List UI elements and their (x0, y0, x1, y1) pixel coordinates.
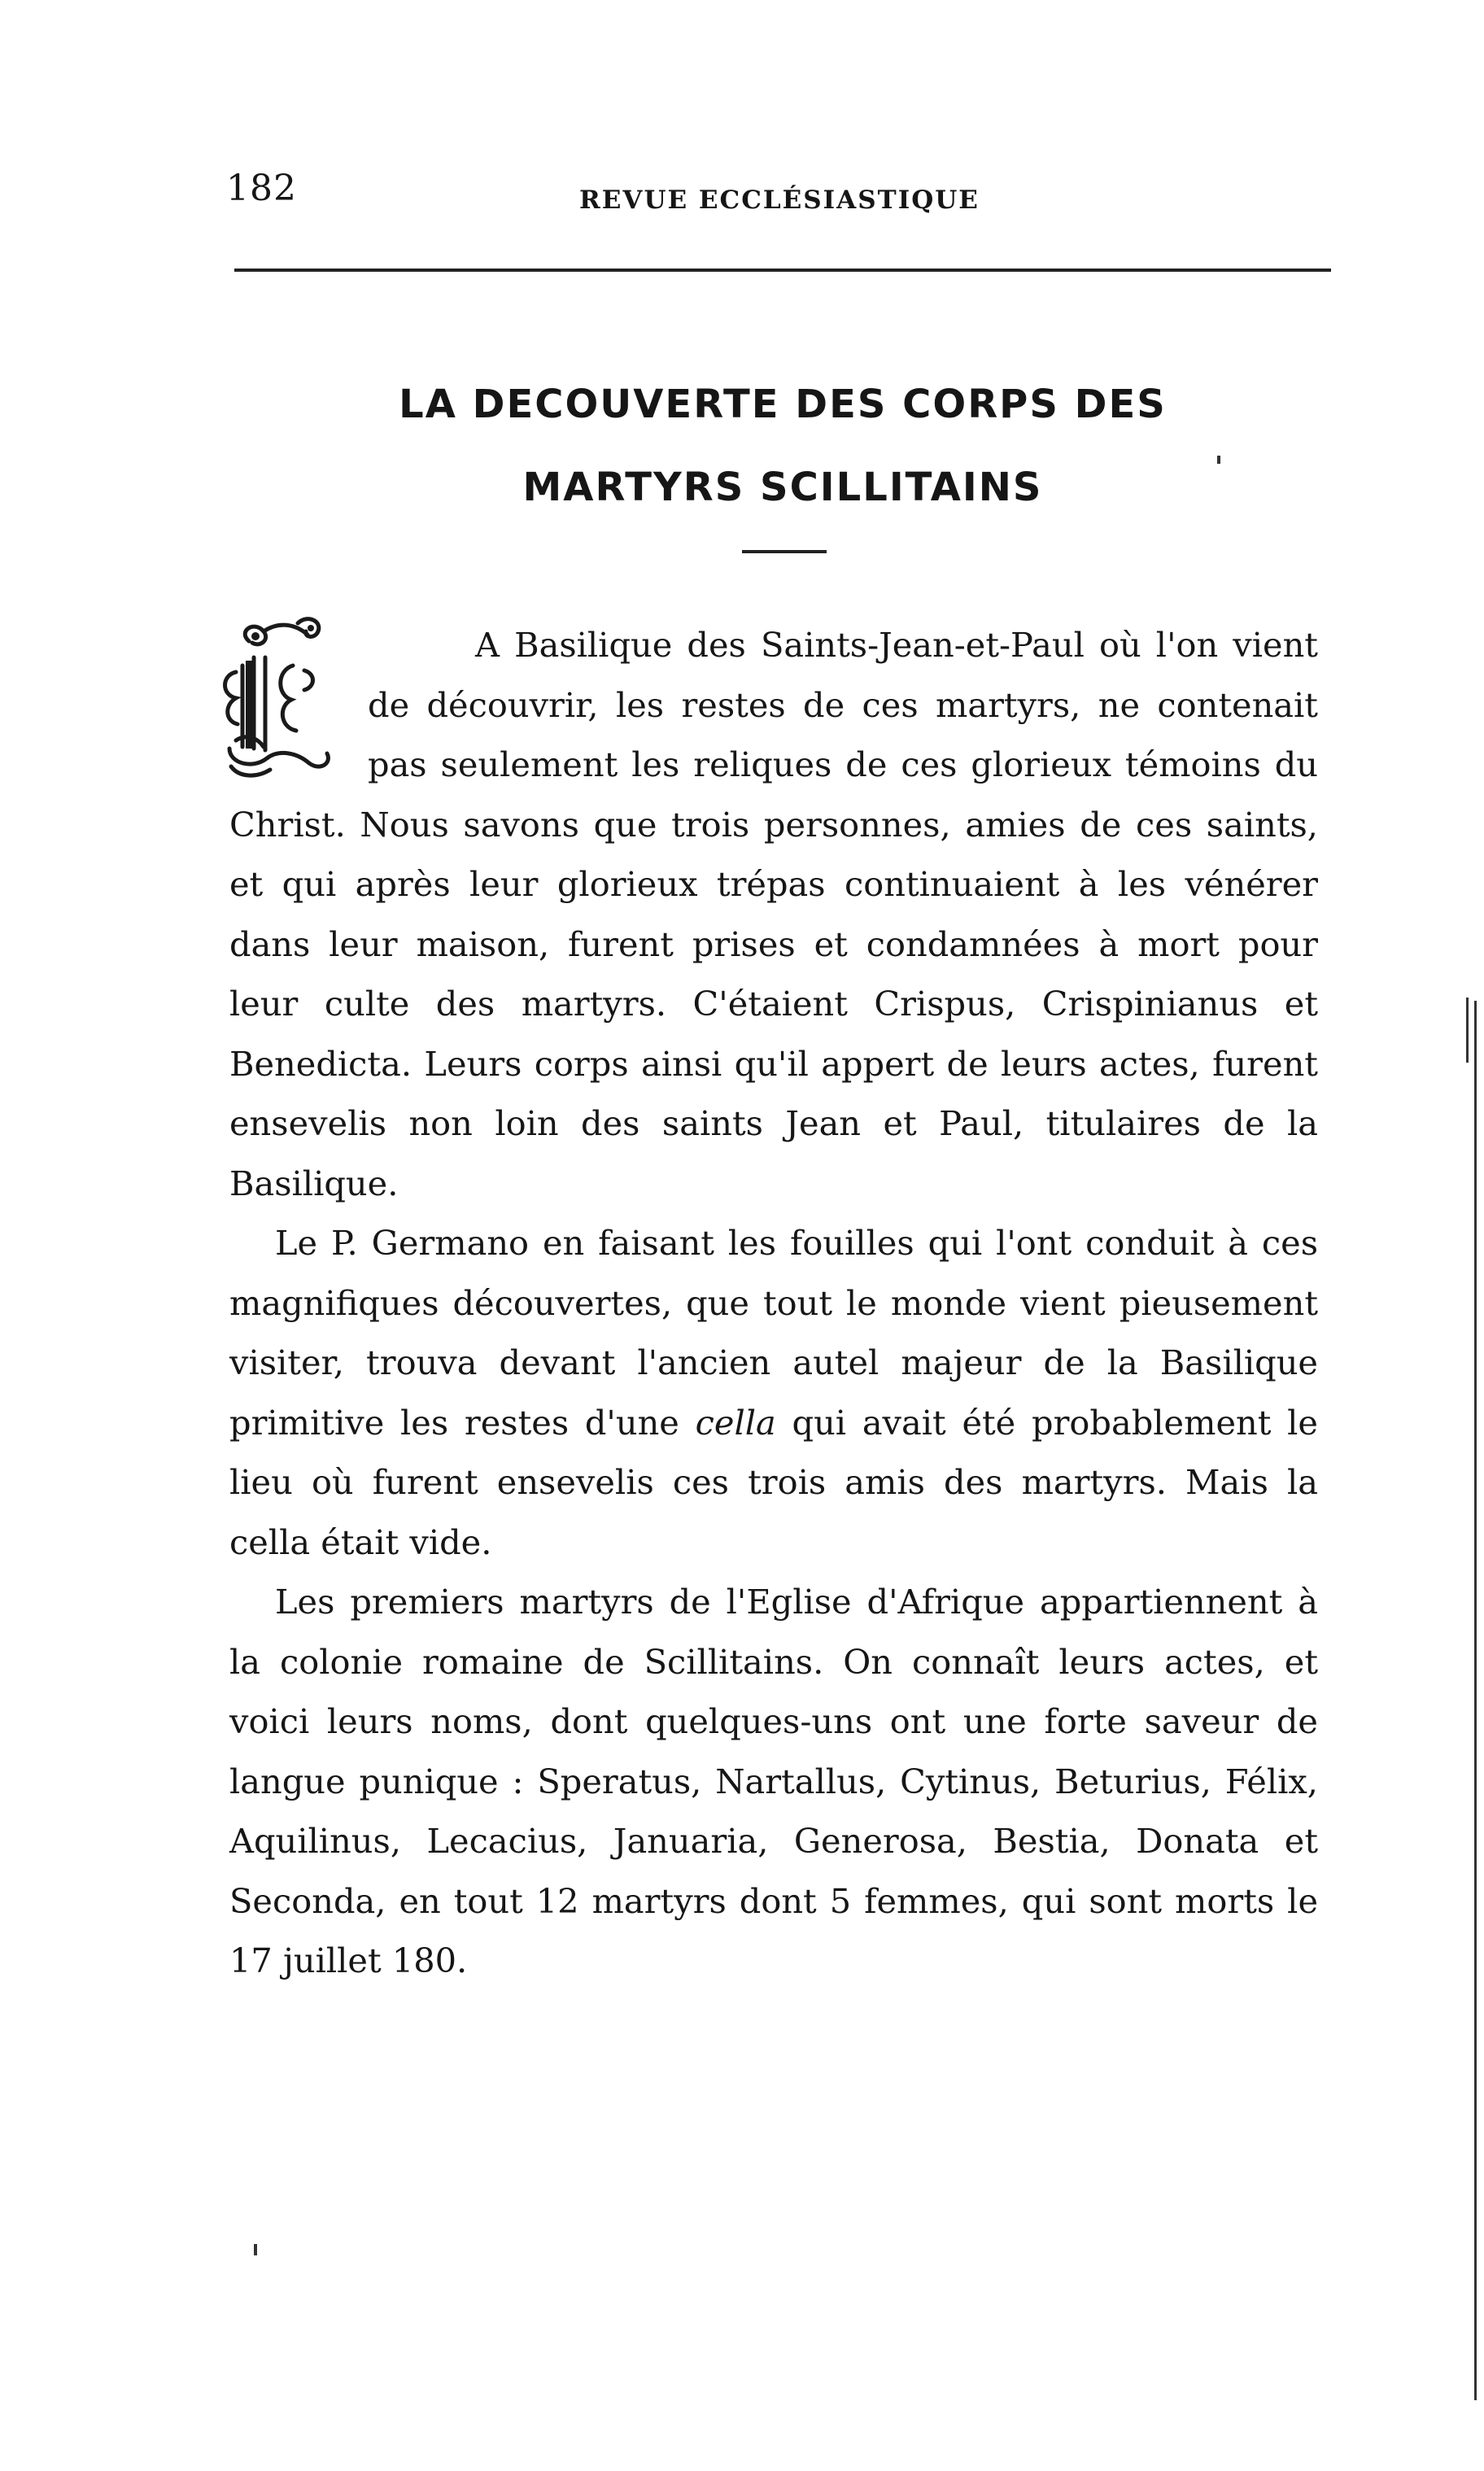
article-body (229, 615, 1318, 1991)
paragraph-2-text-before: Le P. Germano en faisant les fouilles qui l'ont conduit à ces magnifiques découvertes, que tout le monde vient pieusement visiter, trouva devant l'ancien autel majeur de la Basilique primitive les restes d'une (229, 1223, 1318, 1443)
scan-edge-line (1474, 1001, 1477, 2400)
title-rule (742, 550, 827, 553)
header-rule (234, 268, 1331, 272)
paragraph-2-text-after: qui avait été probablement le lieu où furent ensevelis ces trois amis des martyrs. Mais la cella était vide. (229, 1402, 1318, 1562)
article-title-line-1: LA DECOUVERTE DES CORPS DES (399, 382, 1167, 427)
paragraph-1 (229, 615, 1318, 1213)
scan-speck (1217, 456, 1220, 464)
article-title (228, 363, 1338, 529)
paragraph-3: Les premiers martyrs de l'Eglise d'Afrique appartiennent à la colonie romaine de Scillitains. On connaît leurs actes, et voici leurs noms, dont quelques-uns ont une forte saveur de langue punique : Speratus, Nartallus, Cytinus, Beturius, Félix, Aquilinus, Lecacius, Januaria, Generosa, Bestia, Donata et Seconda, en tout 12 martyrs dont 5 femmes, qui sont morts le 17 juillet 180. (229, 1582, 1318, 1980)
paragraph-2 (229, 1213, 1318, 1572)
paragraph-1-text: A Basilique des Saints-Jean-et-Paul où l'on vient de découvrir, les restes de ces martyrs, ne contenait pas seulement les reliques de ces glorieux témoins du Christ. Nous savons que trois personnes, amies de ces saints, et qui après leur glorieux trépas continuaient à les vénérer dans leur maison, furent prises et condamnées à mort pour leur culte des martyrs. C'étaient Crispus, Crispinianus et Benedicta. Leurs corps ainsi qu'il appert de leurs actes, furent ensevelis non loin des saints Jean et Paul, titulaires de la Basilique. (229, 625, 1318, 1203)
article-title-line-2: MARTYRS SCILLITAINS (522, 465, 1043, 510)
scan-speck (1466, 998, 1469, 1063)
running-header: REVUE ECCLÉSIASTIQUE (579, 186, 980, 215)
paragraph-2-italic-word: cella (695, 1402, 776, 1443)
page-number: 182 (226, 168, 297, 209)
dropcap-space (229, 615, 368, 794)
scan-speck (254, 2244, 257, 2255)
